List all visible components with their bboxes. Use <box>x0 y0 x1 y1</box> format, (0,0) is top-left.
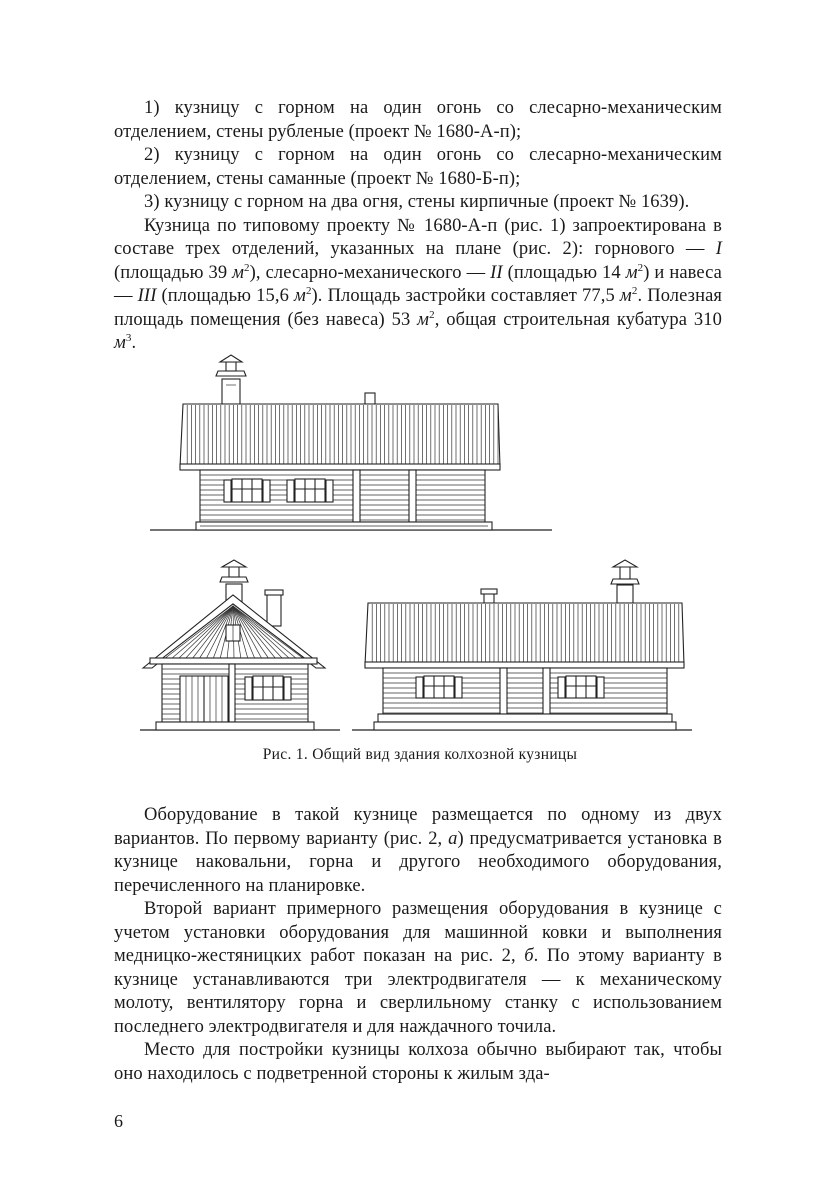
text-segment: II <box>490 262 503 283</box>
text-segment: , общая строительная кубатура 310 <box>434 309 722 330</box>
text-segment: б <box>524 946 534 966</box>
text-segment: м <box>417 309 430 330</box>
text-segment: м <box>294 286 306 306</box>
text-segment: (площадью 15,6 <box>156 286 295 306</box>
text-segment: 2 <box>305 284 312 297</box>
text-segment: . Полезная площадь помещения (без навеса) 53 <box>114 286 722 330</box>
text-segment: м <box>625 262 638 283</box>
text-segment: ) предусматривается установка в кузнице наковальни, горна и другого необходимого оборудования, перечисленного на планировке. <box>114 828 722 896</box>
page-number: 6 <box>114 1111 123 1131</box>
text-segment: 2 <box>631 284 638 297</box>
text-segment: I <box>715 239 722 259</box>
text-segment: 2 <box>244 261 250 274</box>
text-segment: ). Площадь застройки составляет 77,5 <box>311 286 620 306</box>
text-segment: 2 <box>637 261 644 274</box>
paragraph <box>114 804 722 898</box>
paragraph <box>114 898 722 1039</box>
text-segment: а <box>448 828 458 849</box>
text-segment: . <box>131 333 137 353</box>
text-segment: . По этому варианту в кузнице устанавливаются три электродвигателя — к механическому молоту, вентилятору горна и сверлильному станку с использованием последнего электродвигателя и для наждачного точила. <box>114 946 722 1037</box>
text-segment: 1) кузницу с горном на один огонь со слесарно-механическим отделением, стены рубленые (проект № 1680-А-п); <box>114 98 722 142</box>
text-segment: ) и навеса — <box>114 262 722 306</box>
text-segment: 3) кузницу с горном на два огня, стены кирпичные (проект № 1639). <box>144 192 690 212</box>
text-segment: ), слесарно-механического — <box>249 262 491 283</box>
paragraph <box>114 1039 722 1086</box>
text-segment: Место для постройки кузницы колхоза обычно выбирают так, чтобы оно находилось с подветренной стороны к жилым зда- <box>114 1040 722 1084</box>
text-segment: м <box>619 286 632 306</box>
text-segment: Кузница по типовому проекту № 1680-А-п (рис. 1) запроектирована в составе трех отделений, указанных на плане (рис. 2): горнового — <box>114 215 722 259</box>
text-segment: 2) кузницу с горном на один огонь со слесарно-механическим отделением, стены саманные (проект № 1680-Б-п); <box>114 145 722 189</box>
text-segment: Второй вариант примерного размещения оборудования в кузнице с учетом установки оборудования для машинной ковки и выполнения медницко-жестяницких работ показан на рис. 2, <box>114 899 722 966</box>
text-segment: м <box>232 262 245 283</box>
text-segment: (площадью 14 <box>502 262 626 283</box>
text-segment: Оборудование в такой кузнице размещается по одному из двух вариантов. По первому варианту (рис. 2, <box>114 805 722 849</box>
text-segment: III <box>137 286 157 306</box>
text-segment: м <box>114 333 126 353</box>
text-segment: (площадью 39 <box>114 262 233 283</box>
figure-caption: Рис. 1. Общий вид здания колхозной кузницы <box>262 746 578 763</box>
text-segment: 3 <box>125 331 132 344</box>
bottom-text-block <box>114 804 722 1086</box>
text-segment: 2 <box>429 308 435 321</box>
